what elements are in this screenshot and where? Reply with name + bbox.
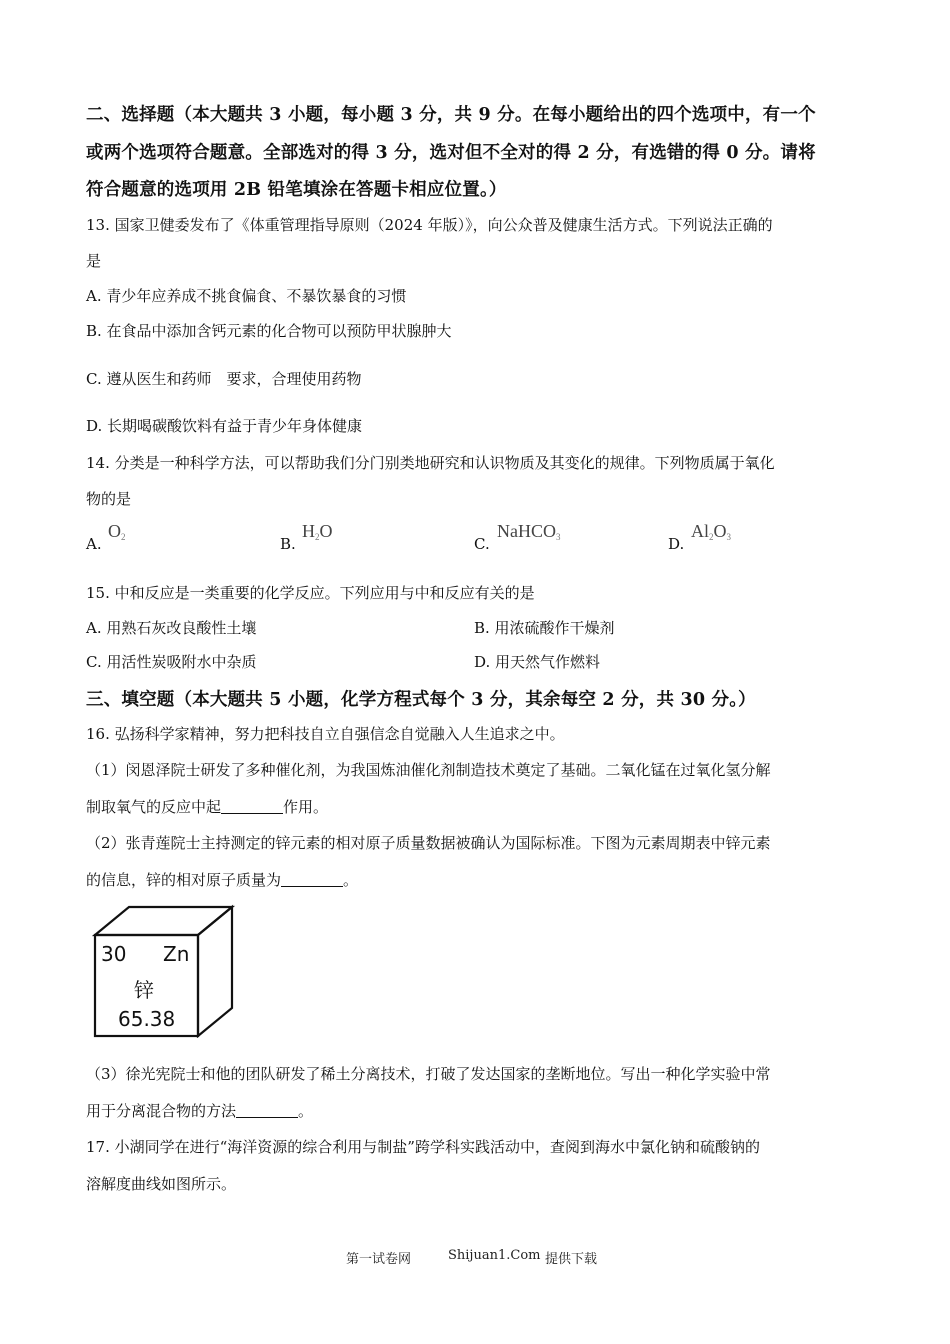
- q14-option-a-formula: $O_2$: [108, 521, 126, 542]
- zinc-element-card: [92, 904, 242, 1038]
- q15-option-b: B. 用浓硫酸作干燥剂: [474, 619, 615, 637]
- q16-part3-line2: 用于分离混合物的方法 。: [86, 1102, 314, 1120]
- q14-option-b-label: B.: [280, 535, 296, 553]
- q14-option-a-label: A.: [86, 535, 102, 553]
- element-symbol: Zn: [163, 942, 190, 966]
- q17-stem-line2: 溶解度曲线如图所示。: [86, 1175, 237, 1193]
- q16-part1-line1: （1）闵恩泽院士研发了多种催化剂，为我国炼油催化剂制造技术奠定了基础。二氧化锰在过氧化氢分解: [86, 761, 771, 779]
- q16-part2-line2: 的信息，锌的相对原子质量为 。: [86, 871, 359, 889]
- q13-option-b: B. 在食品中添加含钙元素的化合物可以预防甲状腺肿大: [86, 322, 452, 340]
- q15-option-c: C. 用活性炭吸附水中杂质: [86, 653, 257, 671]
- q13-option-c: C. 遵从医生和药师 要求，合理使用药物: [86, 370, 362, 388]
- q15-stem: 15. 中和反应是一类重要的化学反应。下列应用与中和反应有关的是: [86, 584, 535, 602]
- answer-blank[interactable]: [221, 799, 283, 814]
- q16-part3-line1: （3）徐光宪院士和他的团队研发了稀土分离技术，打破了发达国家的垄断地位。写出一种化学实验中常: [86, 1065, 771, 1083]
- footer-site[interactable]: Shijuan1.Com: [448, 1248, 541, 1263]
- section3-heading: 三、填空题（本大题共 5 小题，化学方程式每个 3 分，其余每空 2 分，共 30 分。）: [86, 690, 756, 710]
- section2-heading-line1: 二、选择题（本大题共 3 小题，每小题 3 分，共 9 分。在每小题给出的四个选项中，有一个: [86, 105, 816, 125]
- element-name: 锌: [134, 978, 154, 1002]
- q13-stem-line2: 是: [86, 252, 102, 270]
- q14-option-d-label: D.: [668, 535, 685, 553]
- element-atomic-mass: 65.38: [118, 1007, 176, 1031]
- q16-part1-line2: 制取氧气的反应中起 作用。: [86, 798, 329, 816]
- q14-option-c-formula: NaHCO$_3$: [497, 521, 561, 542]
- q16-stem: 16. 弘扬科学家精神，努力把科技自立自强信念自觉融入人生追求之中。: [86, 725, 565, 743]
- q13-option-d: D. 长期喝碳酸饮料有益于青少年身体健康: [86, 417, 363, 435]
- q13-option-a: A. 青少年应养成不挑食偏食、不暴饮暴食的习惯: [86, 287, 407, 305]
- q14-stem-line2: 物的是: [86, 490, 132, 508]
- q13-stem-line1: 13. 国家卫健委发布了《体重管理指导原则（2024 年版）》，向公众普及健康生活方式。下列说法正确的: [86, 216, 773, 234]
- q15-option-d: D. 用天然气作燃料: [474, 653, 601, 671]
- q14-option-c-label: C.: [474, 535, 490, 553]
- q16-part2-line1: （2）张青莲院士主持测定的锌元素的相对原子质量数据被确认为国际标准。下图为元素周期表中锌元素: [86, 834, 771, 852]
- q15-option-a: A. 用熟石灰改良酸性土壤: [86, 619, 257, 637]
- element-atomic-number: 30: [101, 942, 127, 966]
- footer-left: 第一试卷网: [346, 1252, 412, 1267]
- q17-stem-line1: 17. 小湖同学在进行“海洋资源的综合利用与制盐”跨学科实践活动中，查阅到海水中氯化钠和硫酸钠的: [86, 1138, 760, 1156]
- q14-stem-line1: 14. 分类是一种科学方法，可以帮助我们分门别类地研究和认识物质及其变化的规律。下列物质属于氧化: [86, 454, 775, 472]
- q14-option-b-formula: $H_2O$: [302, 521, 333, 542]
- answer-blank[interactable]: [236, 1103, 298, 1118]
- section2-heading-line3: 符合题意的选项用 2B 铅笔填涂在答题卡相应位置。）: [86, 180, 507, 200]
- footer-right: 提供下载: [545, 1252, 598, 1267]
- q14-option-d-formula: $Al_2O_3$: [691, 521, 731, 542]
- section2-heading-line2: 或两个选项符合题意。全部选对的得 3 分，选对但不全对的得 2 分，有选错的得 0 分。请将: [86, 143, 816, 163]
- answer-blank[interactable]: [281, 872, 343, 887]
